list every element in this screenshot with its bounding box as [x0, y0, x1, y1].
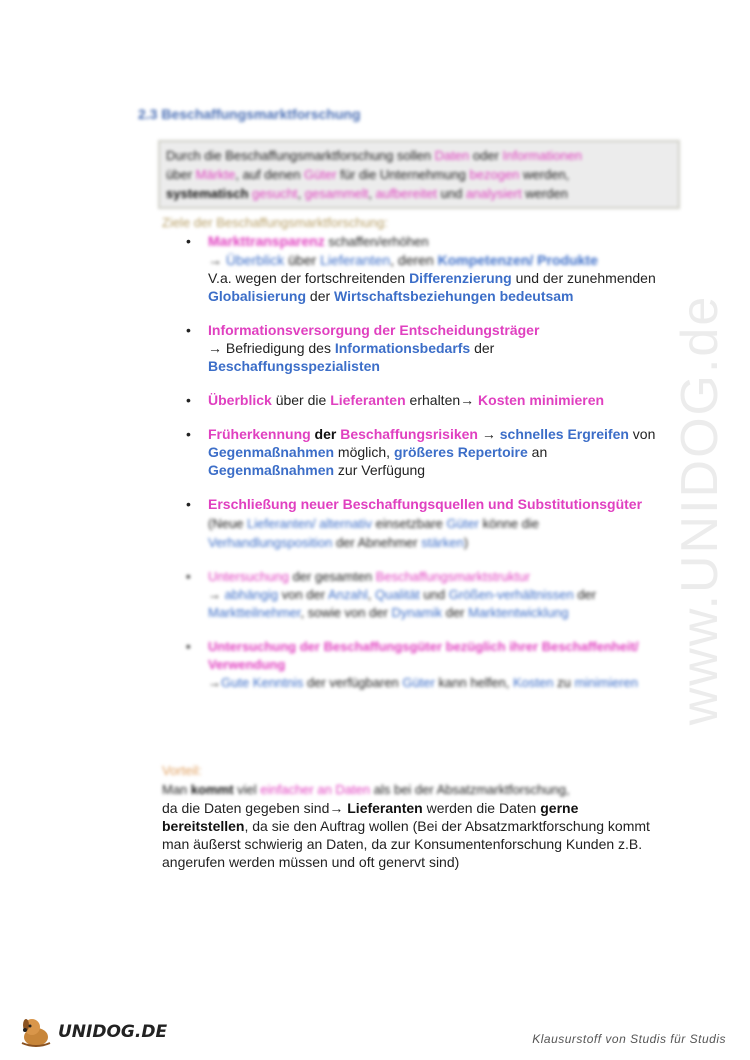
term: stärken	[421, 535, 464, 550]
footer-text: Klausurstoff von Studis für Studis	[532, 1032, 726, 1046]
unidog-logo	[18, 1015, 167, 1049]
term: Informationsversorgung der Entscheidungsträger	[208, 322, 540, 338]
item-text: von der	[278, 587, 328, 602]
definition-text: und	[437, 186, 466, 201]
term: Marktentwicklung	[468, 605, 569, 620]
list-item	[186, 495, 666, 552]
term-gueter: Güter	[304, 167, 337, 182]
item-text: )	[463, 535, 469, 550]
term: Beschaffungsspezialisten	[208, 358, 380, 374]
section-heading: 2.3 Beschaffungsmarktforschung	[138, 106, 361, 122]
goals-list	[186, 232, 666, 708]
term: Kosten	[512, 675, 554, 690]
term: Dynamik	[391, 605, 443, 620]
item-text: , deren	[390, 252, 438, 268]
paragraph-text: , da sie den Auftrag wollen (Bei der Absatzmarktforschung kommt man äußerst schwierig an Daten, da zur Konsumentenforschung Kunden z.B. angerufen werden müssen und oft genervt sind)	[162, 818, 650, 870]
item-text: über die	[271, 392, 331, 408]
term: Früherkennung	[208, 426, 311, 442]
definition-text: oder	[469, 148, 503, 163]
item-text: kann helfen,	[434, 675, 513, 690]
item-text: zu	[553, 675, 575, 690]
term: Lieferanten/ alternativ	[247, 516, 373, 531]
definition-text: für die Unternehmung	[336, 167, 470, 182]
blurred-line	[208, 233, 598, 268]
item-text: V.a. wegen der fortschreitenden	[208, 270, 410, 286]
list-item	[186, 638, 666, 692]
definition-text: ,	[297, 186, 305, 201]
term: Überblick	[225, 252, 285, 268]
definition-box	[158, 140, 680, 209]
term-bezogen: bezogen	[469, 167, 520, 182]
term: Erschließung neuer Beschaffungsquellen und Substitutionsgüter	[208, 496, 643, 512]
watermark-text: www.UNIDOG.de	[671, 294, 729, 726]
item-text: an	[527, 444, 548, 460]
arrow-text: →	[208, 675, 221, 690]
bullet-icon: •	[186, 569, 191, 584]
definition-text: Durch die Beschaffungsmarktforschung sollen	[166, 148, 435, 163]
blurred-line	[162, 782, 570, 797]
watermark	[640, 280, 750, 740]
term-daten: Daten	[434, 148, 470, 163]
term: Größen-verhältnissen	[448, 587, 574, 602]
item-text: der	[470, 340, 495, 356]
list-item	[186, 232, 666, 305]
term: größeres Repertoire	[393, 444, 528, 460]
dog-icon	[18, 1015, 54, 1049]
item-text: der	[310, 426, 341, 442]
item-text: der	[442, 605, 469, 620]
term: Differenzierung	[409, 270, 512, 286]
vorteil-label: Vorteil:	[162, 763, 202, 778]
term: Beschaffungsmarktstruktur	[375, 569, 531, 584]
paragraph-text: kommt	[190, 782, 234, 797]
term-analysiert: analysiert	[465, 186, 522, 201]
list-item	[186, 391, 666, 409]
term: einfacher an Daten	[260, 782, 371, 797]
paragraph-text: Lieferanten	[347, 800, 423, 816]
bullet-icon: •	[186, 496, 191, 512]
bullet-icon: •	[186, 392, 191, 408]
term: Wirtschaftsbeziehungen bedeutsam	[334, 288, 574, 304]
bullet-icon: •	[186, 639, 191, 654]
term: Gute Kenntnis	[221, 675, 304, 690]
list-item	[186, 568, 666, 622]
item-text: erhalten→	[405, 392, 479, 408]
term: Überblick	[208, 392, 272, 408]
item-text: von	[628, 426, 656, 442]
term: Güter	[402, 675, 435, 690]
item-text: zur Verfügung	[334, 462, 426, 478]
item-text: möglich,	[334, 444, 394, 460]
paragraph-text: werden die Daten	[422, 800, 541, 816]
item-text: (Neue	[208, 516, 248, 531]
term: Untersuchung der Beschaffungsgüter bezüglich ihrer Beschaffenheit/ Verwendung	[208, 639, 639, 672]
paragraph-text: Man	[162, 782, 191, 797]
term: Gegenmaßnahmen	[208, 462, 335, 478]
term: Informationsbedarfs	[334, 340, 471, 356]
term-gesucht: gesucht	[252, 186, 298, 201]
term: Globalisierung	[208, 288, 307, 304]
term-informationen: Informationen	[502, 148, 583, 163]
item-text: könne die	[479, 516, 540, 531]
item-text: der verfügbaren	[303, 675, 403, 690]
term: Güter	[446, 516, 480, 531]
term: Qualität	[374, 587, 420, 602]
paragraph-text: viel	[233, 782, 261, 797]
term-gesammelt: gesammelt	[304, 186, 369, 201]
term: Anzahl	[328, 587, 368, 602]
term: Verhandlungsposition	[208, 535, 333, 550]
paragraph-text: da die Daten gegeben sind→	[162, 800, 348, 816]
arrow-text: →	[208, 252, 226, 268]
item-text: , sowie von der	[300, 605, 392, 620]
item-text: der gesamten	[288, 569, 376, 584]
definition-text: über	[166, 167, 196, 182]
list-item	[186, 321, 666, 375]
item-text: schaffen/erhöhen	[324, 234, 429, 249]
term: Kompetenzen/ Produkte	[437, 252, 598, 268]
definition-text: werden,	[519, 167, 570, 182]
term-aufbereitet: aufbereitet	[375, 186, 438, 201]
bullet-icon: •	[186, 322, 191, 338]
term-maerkte: Märkte	[195, 167, 236, 182]
term: Marktteilnehmer	[208, 605, 301, 620]
term: Beschaffungsrisiken	[340, 426, 478, 442]
term: Gegenmaßnahmen	[208, 444, 335, 460]
term: minimieren	[574, 675, 639, 690]
definition-text: werden	[521, 186, 568, 201]
paragraph-text: gerne bereitstellen	[162, 800, 579, 834]
term: Markttransparenz	[208, 233, 325, 249]
term: Kosten minimieren	[478, 392, 605, 408]
paragraph-text: als bei der Absatzmarktforschung,	[370, 782, 570, 797]
item-text: der	[573, 587, 597, 602]
term: Lieferanten	[320, 252, 391, 268]
definition-text: ,	[368, 186, 376, 201]
term-systematisch: systematisch	[166, 186, 249, 201]
term: Lieferanten	[330, 392, 406, 408]
term: Untersuchung	[208, 569, 289, 584]
vorteil-paragraph	[162, 762, 662, 871]
term: abhängig	[224, 587, 279, 602]
blurred-line	[208, 516, 539, 550]
term: schnelles Ergreifen	[499, 426, 629, 442]
item-text: und	[419, 587, 449, 602]
bullet-icon: •	[186, 233, 191, 249]
item-text: einsetzbare	[372, 516, 447, 531]
bullet-icon: •	[186, 426, 191, 442]
logo-text: UNIDOG.DE	[58, 1022, 168, 1042]
item-text: der Abnehmer	[332, 535, 422, 550]
arrow-text: →	[208, 587, 225, 602]
item-text: der	[306, 288, 335, 304]
item-text: → Befriedigung des	[208, 340, 335, 356]
item-text: →	[477, 426, 500, 442]
item-text: über	[284, 252, 321, 268]
list-item	[186, 425, 666, 479]
definition-text: , auf denen	[235, 167, 305, 182]
goals-title: Ziele der Beschaffungsmarktforschung:	[162, 215, 388, 230]
item-text: ,	[367, 587, 375, 602]
item-text: und der zunehmenden	[511, 270, 656, 286]
